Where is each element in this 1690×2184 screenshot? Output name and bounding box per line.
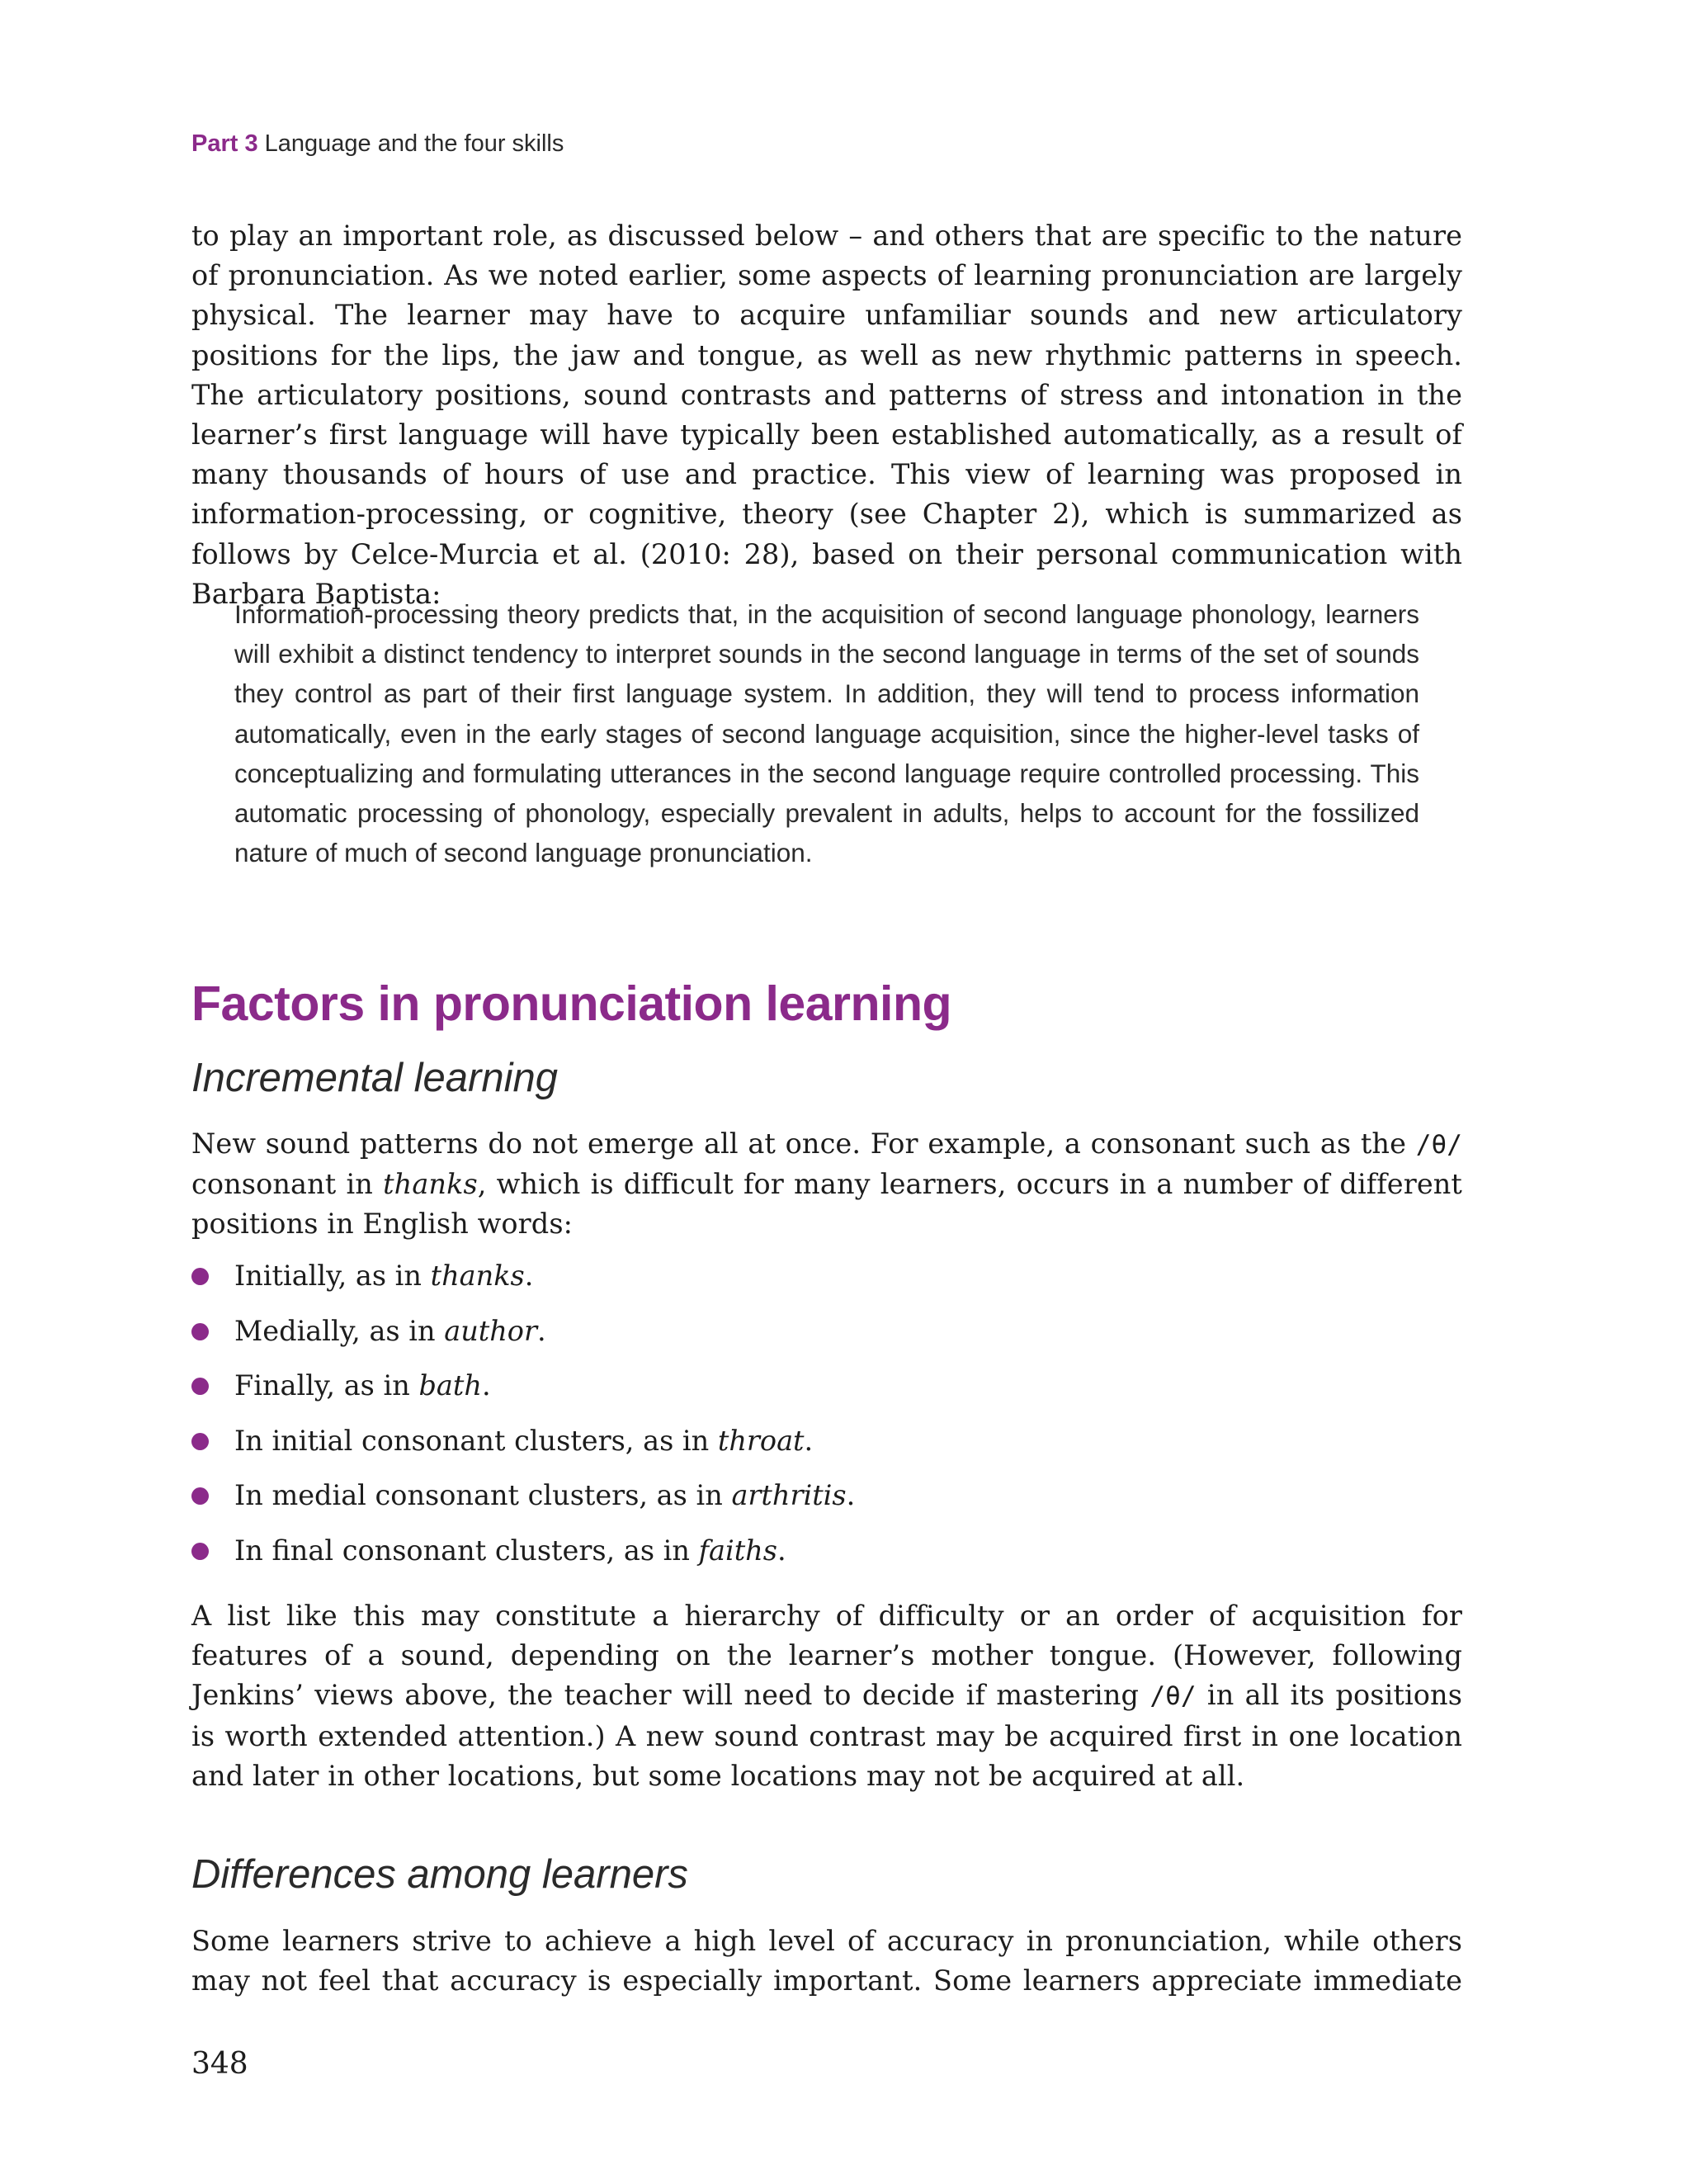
hierarchy-paragraph: [191, 1596, 1462, 1796]
bullet-dot-icon: [191, 1543, 209, 1560]
list-item-end: .: [777, 1534, 786, 1567]
part-title: Language and the four skills: [264, 130, 564, 157]
list-item-end: .: [481, 1369, 491, 1402]
block-quote: Information-processing theory predicts that, in the acquisition of second language phonology, learners will exhibit a distinct tendency to interpret sounds in the second language in terms of the set of sounds they control as part of their first language system. In addition, they will tend to process information automatically, even in the early stages of second language acquisition, since the higher-level tasks of conceptualizing and formulating utterances in the second language require controlled processing. This automatic processing of phonology, especially prevalent in adults, helps to account for the fossilized nature of much of second language pronunciation.: [234, 599, 1419, 868]
list-item: [191, 1421, 1462, 1477]
list-item-example: thanks: [430, 1260, 525, 1292]
list-item-example: author: [444, 1314, 537, 1347]
incremental-paragraph: [191, 1124, 1462, 1245]
phonetic-symbol: /θ/: [1149, 1681, 1197, 1712]
list-item-example: throat: [717, 1424, 805, 1457]
list-item-example: bath: [418, 1369, 482, 1402]
list-item: [191, 1256, 1462, 1312]
bullet-list: [191, 1256, 1462, 1586]
list-item-text: Finally, as in: [234, 1369, 419, 1402]
list-item-text: In medial consonant clusters, as in: [234, 1479, 732, 1512]
text-run: consonant in: [191, 1168, 384, 1201]
list-item-example: arthritis: [731, 1479, 847, 1512]
bullet-dot-icon: [191, 1323, 209, 1340]
list-item: [191, 1531, 1462, 1586]
bullet-dot-icon: [191, 1433, 209, 1450]
list-item-end: .: [524, 1260, 534, 1292]
list-item-end: .: [537, 1314, 546, 1347]
text-run: New sound patterns do not emerge all at once. For example, a consonant such as the: [191, 1127, 1416, 1160]
intro-paragraph: to play an important role, as discussed below – and others that are specific to the nature of pronunciation. As we noted earlier, some aspects of learning pronunciation are largely physical. The learner may have to acquire unfamiliar sounds and new articulatory positions for the lips, the jaw and tongue, as well as new rhythmic patterns in speech. The articulatory positions, sound contrasts and patterns of stress and intonation in the learner’s first language will have typically been established automatically, as a result of many thousands of hours of use and practice. This view of learning was proposed in information-processing, or cognitive, theory (see Chapter 2), which is summarized as follows by Celce-Murcia et al. (2010: 28), based on their personal communication with Barbara Baptista:: [191, 220, 1462, 610]
list-item: [191, 1476, 1462, 1531]
bullet-dot-icon: [191, 1487, 209, 1505]
list-item-example: faiths: [698, 1534, 777, 1567]
subheading-incremental-learning: Incremental learning: [191, 1056, 558, 1100]
list-item-text: Medially, as in: [234, 1314, 445, 1347]
book-page: [191, 0, 1462, 2184]
list-item-text: In final consonant clusters, as in: [234, 1534, 699, 1567]
example-word: thanks: [383, 1168, 478, 1201]
part-label: Part 3: [191, 130, 258, 157]
phonetic-symbol: /θ/: [1415, 1130, 1462, 1160]
list-item-text: Initially, as in: [234, 1260, 431, 1292]
list-item: [191, 1312, 1462, 1367]
text-run: , which is difficult for many learners, occurs in a number of different positions in English words:: [191, 1168, 1462, 1241]
text-run: in all its positions is worth extended attention.) A new sound contrast may be acquired first in one location and later in other locations, but some locations may not be acquired at all.: [191, 1679, 1462, 1792]
subheading-differences-among-learners: Differences among learners: [191, 1852, 688, 1897]
list-item-end: .: [804, 1424, 814, 1457]
page-number: 348: [191, 2047, 248, 2081]
differences-paragraph: Some learners strive to achieve a high level of accuracy in pronunciation, while others may not feel that accuracy is especially important. Some learners appreciate immediate: [191, 1925, 1462, 1997]
bullet-dot-icon: [191, 1268, 209, 1285]
section-heading: Factors in pronunciation learning: [191, 976, 952, 1031]
list-item-end: .: [846, 1479, 856, 1512]
text-run: A list like this may constitute a hierarchy of difficulty or an order of acquisition for features of a sound, depending on the learner’s mother tongue. (However, following Jenkins’ views above, the teacher will need to decide if mastering: [191, 1600, 1462, 1712]
list-item-text: In initial consonant clusters, as in: [234, 1424, 718, 1457]
running-header: [191, 130, 564, 158]
bullet-dot-icon: [191, 1378, 209, 1395]
list-item: [191, 1366, 1462, 1421]
